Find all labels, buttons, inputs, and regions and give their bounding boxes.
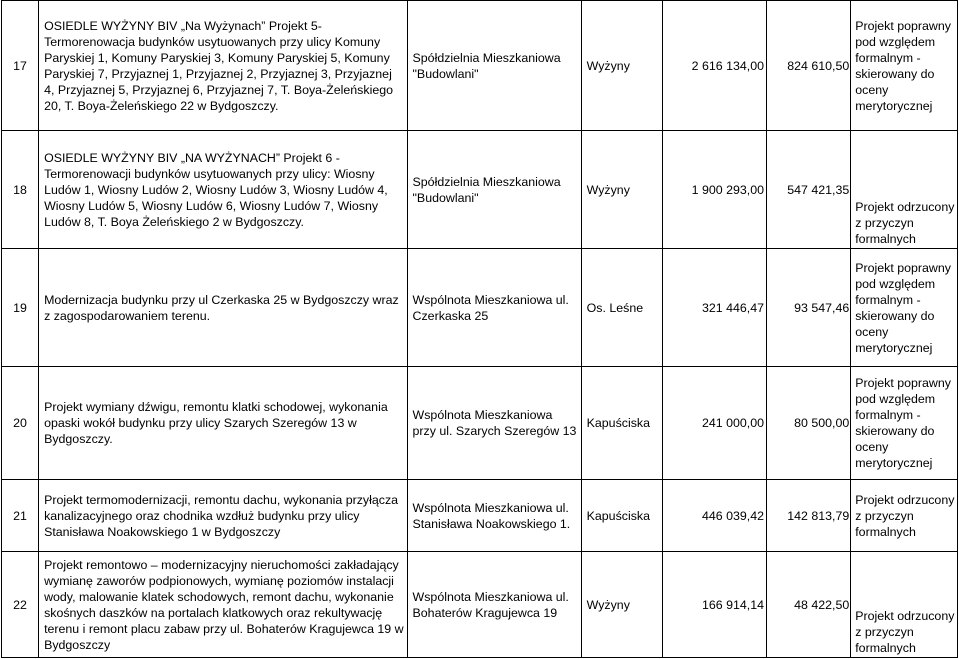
total-cost: 446 039,42 <box>662 480 766 552</box>
grant-amount: 48 422,50 <box>766 552 850 658</box>
total-cost: 321 446,47 <box>662 249 766 367</box>
row-number: 21 <box>2 480 39 552</box>
row-number: 19 <box>2 249 39 367</box>
project-title: OSIEDLE WYŻYNY BIV „Na Wyżynach” Projekt 5- Termorenowacja budynków usytuowanych przy ulicy Komuny Paryskiej 1, Komuny Paryskiej 3, Komuny Paryskiej 5, Komuny Paryskiej 7, Przyjaznej 1, Przyjaznej 2, Przyjaznej 3, Przyjaznej 4, Przyjaznej 5, Przyjaznej 6, Przyjaznej 7, T. Boya-Żeleńskiego 20, T. Boya-Żeleńskiego 22 w Bydgoszczy. <box>39 1 407 131</box>
district: Wyżyny <box>581 1 662 131</box>
projects-table <box>1 0 958 658</box>
district: Os. Leśne <box>581 249 662 367</box>
status: Projekt odrzucony z przyczyn formalnych <box>851 131 958 249</box>
table-row <box>2 131 958 249</box>
status: Projekt poprawny pod względem formalnym - skierowany do oceny merytorycznej <box>851 249 958 367</box>
district: Wyżyny <box>581 131 662 249</box>
applicant: Spółdzielnia Mieszkaniowa "Budowlani" <box>407 1 581 131</box>
table-row <box>2 1 958 131</box>
status: Projekt odrzucony z przyczyn formalnych <box>851 552 958 658</box>
district: Wyżyny <box>581 552 662 658</box>
project-title: OSIEDLE WYŻYNY BIV „NA WYŻYNACH” Projekt 6 - Termorenowacji budynków usytuowanych przy ulicy: Wiosny Ludów 1, Wiosny Ludów 2, Wiosny Ludów 3, Wiosny Ludów 4, Wiosny Ludów 5, Wiosny Ludów 6, Wiosny Ludów 7, Wiosny Ludów 8, T. Boya Żeleńskiego 2 w Bydgoszczy. <box>39 131 407 249</box>
table-row <box>2 249 958 367</box>
grant-amount: 824 610,50 <box>766 1 850 131</box>
total-cost: 241 000,00 <box>662 367 766 480</box>
table-row <box>2 552 958 658</box>
applicant: Wspólnota Mieszkaniowa przy ul. Szarych Szeregów 13 <box>407 367 581 480</box>
applicant: Wspólnota Mieszkaniowa ul. Stanisława Noakowskiego 1. <box>407 480 581 552</box>
project-title: Projekt remontowo – modernizacyjny nieruchomości zakładający wymianę zaworów podpionowych, wymianę poziomów instalacji wody, malowanie klatek schodowych, remont dachu, wykonanie skośnych daszków na portalach klatkowych oraz rekultywację terenu i remont placu zabaw przy ul. Bohaterów Kragujewca 19 w Bydgoszczy <box>39 552 407 658</box>
row-number: 17 <box>2 1 39 131</box>
project-title: Modernizacja budynku przy ul Czerkaska 25 w Bydgoszczy wraz z zagospodarowaniem terenu. <box>39 249 407 367</box>
total-cost: 1 900 293,00 <box>662 131 766 249</box>
total-cost: 2 616 134,00 <box>662 1 766 131</box>
table-row <box>2 367 958 480</box>
district: Kapuściska <box>581 367 662 480</box>
applicant: Spółdzielnia Mieszkaniowa "Budowlani" <box>407 131 581 249</box>
grant-amount: 80 500,00 <box>766 367 850 480</box>
table-row <box>2 480 958 552</box>
project-title: Projekt wymiany dźwigu, remontu klatki schodowej, wykonania opaski wokół budynku przy ulicy Szarych Szeregów 13 w Bydgoszczy. <box>39 367 407 480</box>
status: Projekt odrzucony z przyczyn formalnych <box>851 480 958 552</box>
row-number: 20 <box>2 367 39 480</box>
grant-amount: 547 421,35 <box>766 131 850 249</box>
row-number: 18 <box>2 131 39 249</box>
applicant: Wspólnota Mieszkaniowa ul. Bohaterów Kragujewca 19 <box>407 552 581 658</box>
district: Kapuściska <box>581 480 662 552</box>
status: Projekt poprawny pod względem formalnym - skierowany do oceny merytorycznej <box>851 367 958 480</box>
grant-amount: 93 547,46 <box>766 249 850 367</box>
project-title: Projekt termomodernizacji, remontu dachu, wykonania przyłącza kanalizacyjnego oraz chodnika wzdłuż budynku przy ulicy Stanisława Noakowskiego 1 w Bydgoszczy <box>39 480 407 552</box>
grant-amount: 142 813,79 <box>766 480 850 552</box>
total-cost: 166 914,14 <box>662 552 766 658</box>
status: Projekt poprawny pod względem formalnym - skierowany do oceny merytorycznej <box>851 1 958 131</box>
applicant: Wspólnota Mieszkaniowa ul. Czerkaska 25 <box>407 249 581 367</box>
row-number: 22 <box>2 552 39 658</box>
